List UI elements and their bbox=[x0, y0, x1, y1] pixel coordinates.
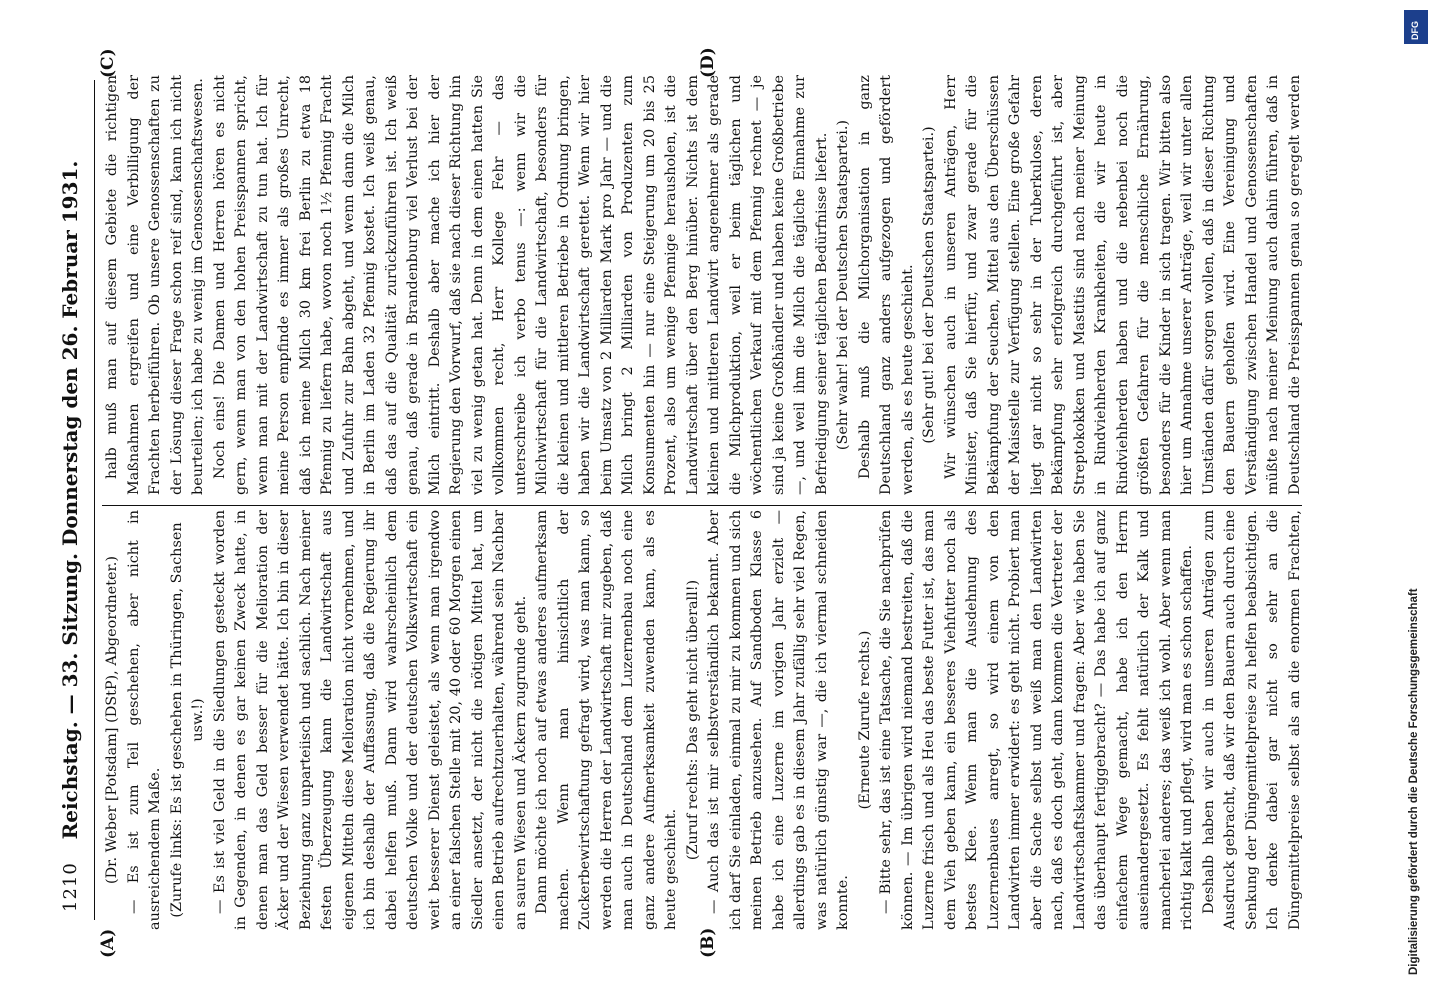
paragraph: (Sehr wahr! bei der Deutschen Staatspartei.) bbox=[835, 119, 851, 451]
credit-text: Digitalisierung gefördert durch die Deutsche Forschungsgemeinschaft bbox=[1408, 588, 1420, 975]
column-divider bbox=[102, 505, 1302, 506]
paragraph: — Bitte sehr, das ist eine Tatsache, die Sie nachprüfen können. — Im übrigen wird niemand bestreiten, daß die Luzerne frisch und als Heu das beste Futter ist, das man dem Vieh geben kann, ein besseres Viehfutter noch als bestes Klee. Wenn man die Ausdehnung des Luzernenbaues anregt, so wird einem von den Landwirten immer erwidert: es geht nicht. Probiert man aber die Sache selbst und weiß man den Landwirten nach, daß es doch geht, dann kommen die Vertreter der Landwirtschaftskammer und fragen: Aber wie haben Sie das überhaupt fertiggebracht? — Das habe ich auf ganz einfachem Wege gemacht, habe ich den Herrn auseinandergesetzt. Es fehlt natürlich der Kalk und mancherlei anderes; das weiß ich wohl. Aber wenn man richtig kalkt und pflegt, wird man es schon schaffen. bbox=[878, 510, 1195, 930]
paragraph: (Sehr gut! bei der Deutschen Staatspartei.) bbox=[921, 126, 937, 444]
page-header bbox=[58, 80, 92, 920]
paragraph: Deshalb haben wir auch in unseren Anträgen zum Ausdruck gebracht, daß wir den Bauern auch durch eine Senkung der Düngemittelpreise zu helfen beabsichtigen. Ich denke dabei gar nicht so sehr an die Düngemittelpreise selbst als an die enormen Frachten, bbox=[1200, 510, 1302, 930]
paragraph: Deshalb muß die Milchorganisation in ganz Deutschland ganz anders aufgezogen und gefördert werden, als es heute geschieht. bbox=[856, 75, 916, 495]
paragraph: Wir wünschen auch in unseren Anträgen, Herr Minister, daß Sie hierfür, und zwar gerade für die Bekämpfung der Seuchen, Mittel aus den Überschüssen der Maisstelle zur Verfügung stellen. Eine große Gefahr liegt gar nicht so sehr in der Tuberkulose, deren Bekämpfung sehr erfolgreich durchgeführt ist, aber Streptokokken und Mastitis sind nach meiner Meinung in Rindviehherden Krankheiten, die wir heute in Rindviehherden haben und die nebenbei noch die größten Gefahren für die menschliche Ernährung, besonders für die Kinder in sich tragen. Wir bitten also hier um Annahme unserer Anträge, weil wir unter allen Umständen dafür sorgen wollen, daß in dieser Richtung den Bauern geholfen wird. Eine Vereinigung und Verständigung zwischen Handel und Genossenschaften müßte nach meiner Meinung auch dahin führen, daß in Deutschland die Preisspannen genau so geregelt werden bbox=[942, 75, 1302, 495]
paragraph: (Dr. Weber [Potsdam] (DStP), Abgeordneter.) bbox=[104, 556, 120, 884]
paragraph: (Erneute Zurufe rechts.) bbox=[856, 630, 873, 810]
margin-marker-b: (B) bbox=[698, 927, 718, 958]
dfg-logo-text: DFG bbox=[1410, 21, 1420, 40]
header-rule bbox=[94, 80, 95, 920]
paragraph: (Zuruf rechts: Das geht nicht überall!) bbox=[684, 579, 701, 861]
page-number: 1210 bbox=[60, 862, 81, 912]
paragraph: — Auch das ist mir selbstverständlich bekannt. Aber ich darf Sie einladen, einmal zu mir zu kommen und sich meinen Betrieb anzusehen. Auf Sandboden Klasse 6 habe ich eine Luzerne im vorigen Jahr erzielt — allerdings gab es in diesem Jahr zufällig sehr viel Regen, was natürlich günstig war —, die ich viermal schneiden konnte. bbox=[706, 510, 851, 930]
margin-marker-c: (C) bbox=[98, 48, 118, 78]
margin-marker-a: (A) bbox=[98, 928, 118, 958]
paragraph: halb muß man auf diesem Gebiete die richtigen Maßnahmen ergreifen und eine Verbilligung der Frachten herbeiführen. Ob unsere Genossenschaften zu der Lösung dieser Frage schon reif sind, kann ich nicht beurteilen; ich habe zu wenig im Genossenschaftswesen. bbox=[104, 75, 206, 495]
digitization-credit bbox=[1400, 30, 1434, 980]
paragraph: (Zurufe links: Es ist geschehen in Thüringen, Sachsen usw.!) bbox=[168, 522, 206, 918]
margin-marker-d: (D) bbox=[698, 47, 718, 78]
paragraph: — Es ist viel Geld in die Siedlungen gesteckt worden in Gegenden, in denen es gar keinen Zweck hatte, in denen man das Geld besser für die Melioration der Äcker und der Wiesen verwendet hätte. Ich bin in dieser Beziehung ganz unparteiisch und sachlich. Nach meiner festen Überzeugung kann die Landwirtschaft aus eigenen Mitteln diese Melioration nicht vornehmen, und ich bin deshalb der Auffassung, daß die Regierung ihr dabei helfen muß. Dann wird wahrscheinlich dem deutschen Volke und der deutschen Volkswirtschaft ein weit besserer Dienst geleistet, als wenn man irgendwo an einer falschen Stelle mit 20, 40 oder 60 Morgen einen Siedler ansetzt, der nicht die nötigen Mittel hat, um einen Betrieb aufrechtzuerhalten, während sein Nachbar an sauren Wiesen und Äckern zugrunde geht. bbox=[211, 510, 529, 930]
running-title: Reichstag. — 33. Sitzung. Donnerstag den 26. Februar 1931. bbox=[58, 160, 82, 840]
left-column bbox=[102, 510, 1302, 930]
paragraph: Noch eins! Die Damen und Herren hören es nicht gern, wenn man von den hohen Preisspannen spricht, wenn man mit der Landwirtschaft zu tun hat. Ich für meine Person empfinde es immer als großes Unrecht, daß ich meine Milch 30 km frei Berlin zu etwa 18 Pfennig zu liefern habe, wovon noch 1½ Pfennig Fracht und Zufuhr zur Bahn abgeht, und wenn dann die Milch in Berlin im Laden 32 Pfennig kostet. Ich weiß genau, daß das auf die Qualität zurückzuführen ist. Ich weiß genau, daß gerade in Brandenburg viel Verlust bei der Milch eintritt. Deshalb aber mache ich hier der Regierung den Vorwurf, daß sie nach dieser Richtung hin viel zu wenig getan hat. Denn in dem einen hatten Sie vollkommen recht, Herr Kollege Fehr — das unterschreibe ich verbo tenus —: wenn wir die Milchwirtschaft für die Landwirtschaft, besonders für die kleinen und mittleren Betriebe in Ordnung bringen, haben wir die Landwirtschaft gerettet. Wenn wir hier beim Umsatz von 2 Milliarden Mark pro Jahr — und die Milch bringt 2 Milliarden von Produzenten zum Konsumenten hin — nur eine Steigerung um 20 bis 25 Prozent, also um wenige Pfennige herausholen, ist die Landwirtschaft über den Berg hinüber. Nichts ist dem kleinen und mittleren Landwirt angenehmer als gerade die Milchproduktion, weil er beim täglichen und wöchentlichen Verkauf mit dem Pfennig rechnet — je sind ja keine Großhändler und haben keine Großbetriebe —, und weil ihm die Milch die tägliche Einnahme zur Befriedigung seiner täglichen Bedürfnisse liefert. bbox=[211, 75, 830, 495]
paragraph: Dann möchte ich noch auf etwas anderes aufmerksam machen. Wenn man hinsichtlich der Zuckerbewirtschaftung gefragt wird, was man kann, so werden die Herren der Landwirtschaft mir zugeben, daß man auch in Deutschland dem Luzernenbau noch eine ganz andere Aufmerksamkeit zuwenden kann, als es heute geschieht. bbox=[534, 510, 679, 930]
paragraph: — Es ist zum Teil geschehen, aber nicht in ausreichendem Maße. bbox=[125, 510, 163, 930]
right-column bbox=[102, 75, 1302, 495]
rotated-page-content bbox=[58, 47, 1328, 958]
